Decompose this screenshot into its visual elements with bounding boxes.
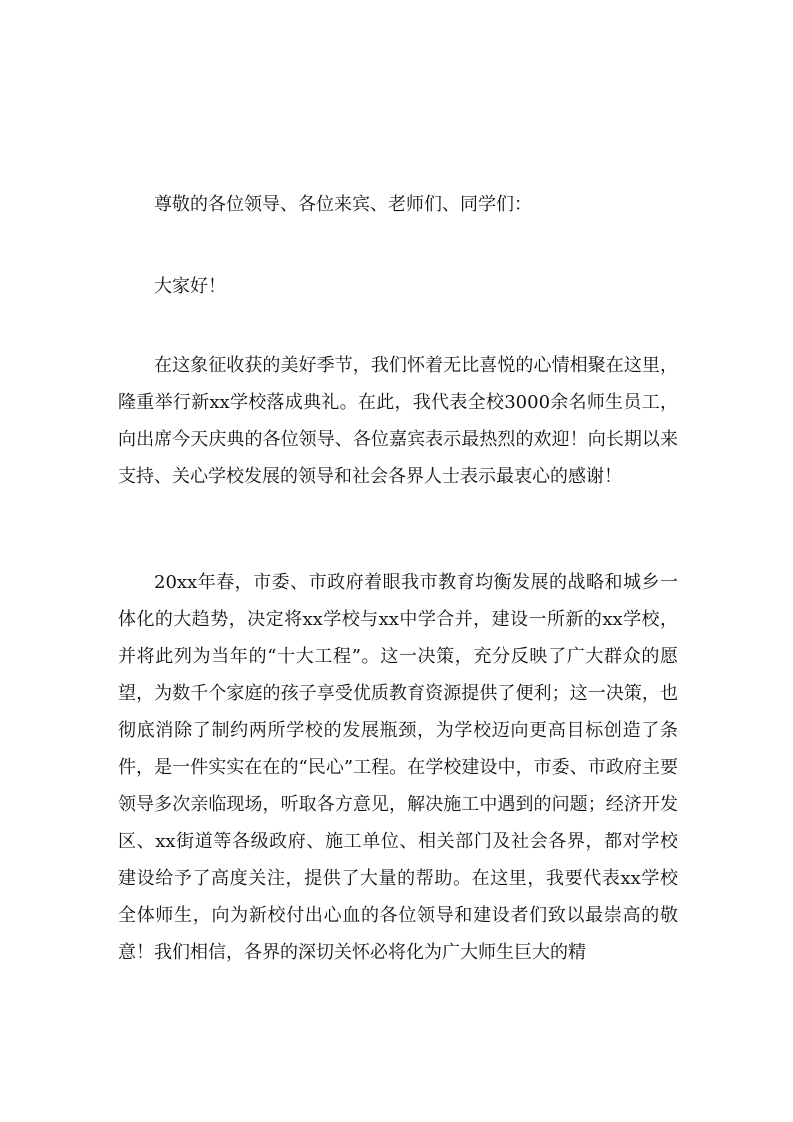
greeting-line: 大家好！ bbox=[154, 276, 226, 297]
paragraph-2-block bbox=[118, 564, 678, 971]
salutation-line: 尊敬的各位领导、各位来宾、老师们、同学们： bbox=[154, 194, 532, 215]
paragraph-1-block bbox=[118, 347, 678, 495]
paragraph-1: 在这象征收获的美好季节，我们怀着无比喜悦的心情相聚在这里，隆重举行新xx学校落成典礼。在此，我代表全校3000余名师生员工，向出席今天庆典的各位领导、各位嘉宾表示最热烈的欢迎！向长期以来支持、关心学校发展的领导和社会各界人士表示最衷心的感谢！ bbox=[118, 355, 678, 487]
greeting-block bbox=[118, 269, 678, 305]
paragraph-2: 20xx年春，市委、市政府着眼我市教育均衡发展的战略和城乡一体化的大趋势，决定将xx学校与xx中学合并，建设一所新的xx学校，并将此列为当年的“十大工程”。这一决策，充分反映了广大群众的愿望，为数千个家庭的孩子享受优质教育资源提供了便利；这一决策，也彻底消除了制约两所学校的发展瓶颈，为学校迈向更高目标创造了条件，是一件实实在在的“民心”工程。在学校建设中，市委、市政府主要领导多次亲临现场，听取各方意见，解决施工中遇到的问题；经济开发区、xx街道等各级政府、施工单位、相关部门及社会各界，都对学校建设给予了高度关注，提供了大量的帮助。在这里，我要代表xx学校全体师生，向为新校付出心血的各位领导和建设者们致以最崇高的敬意！我们相信，各界的深切关怀必将化为广大师生巨大的精 bbox=[118, 572, 678, 963]
salutation-block bbox=[118, 187, 678, 223]
